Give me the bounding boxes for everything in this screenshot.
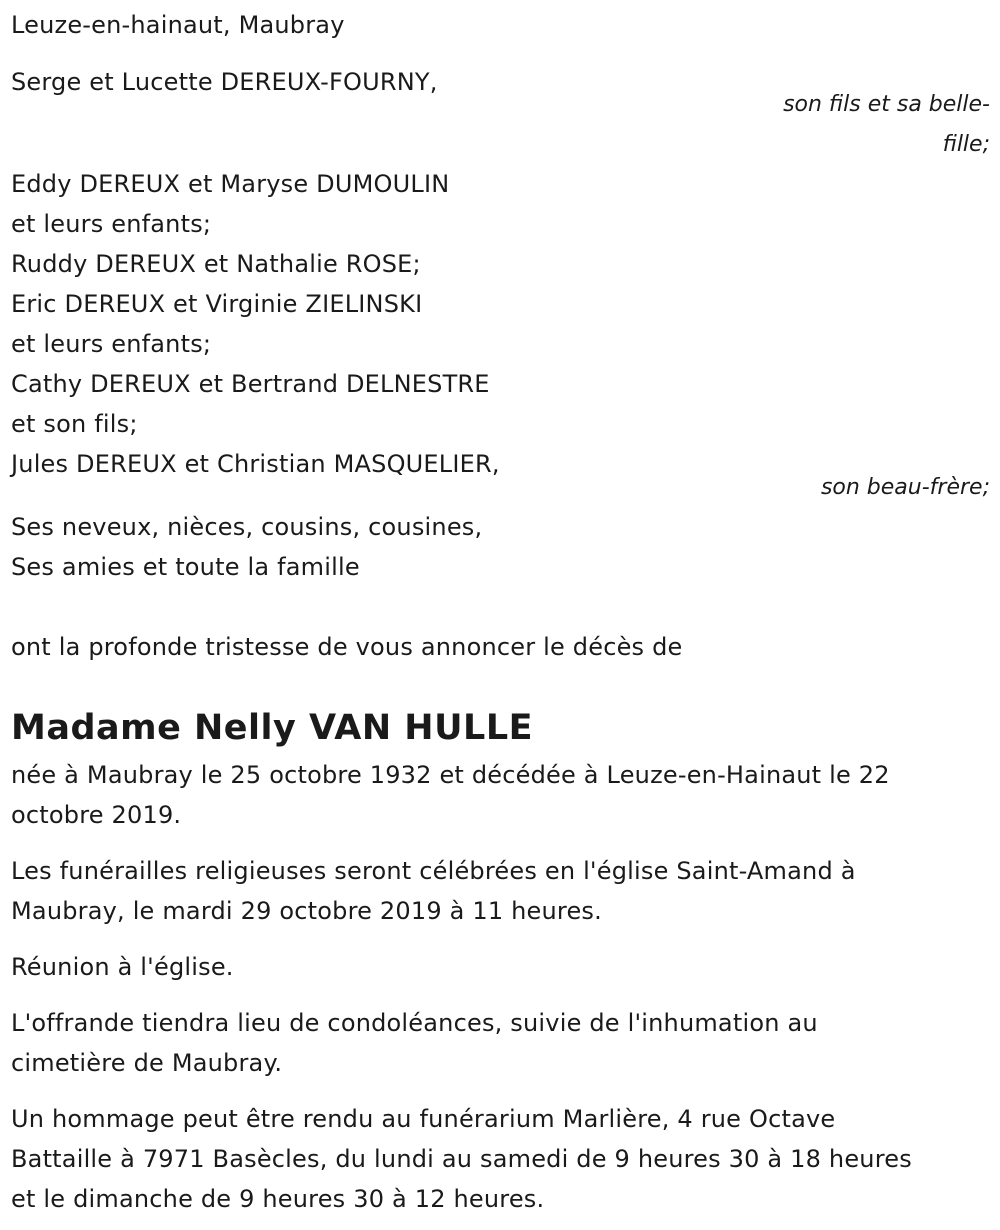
family-line: Eddy DEREUX et Maryse DUMOULIN bbox=[11, 170, 450, 198]
family-line: Jules DEREUX et Christian MASQUELIER, bbox=[11, 450, 500, 478]
relation-son-line2: fille; bbox=[942, 132, 990, 157]
relation-brother-in-law: son beau-frère; bbox=[820, 475, 990, 500]
family-others-line: Ses neveux, nièces, cousins, cousines, bbox=[11, 513, 483, 541]
announcement-line: ont la profonde tristesse de vous annoncer le décès de bbox=[11, 633, 683, 661]
birth-death-line: octobre 2019. bbox=[11, 801, 182, 829]
family-line: et leurs enfants; bbox=[11, 330, 212, 358]
birth-death-line: née à Maubray le 25 octobre 1932 et décédée à Leuze-en-Hainaut le 22 bbox=[11, 761, 890, 789]
family-line: Ruddy DEREUX et Nathalie ROSE; bbox=[11, 250, 421, 278]
deceased-name: Madame Nelly VAN HULLE bbox=[11, 708, 534, 748]
offering-line: L'offrande tiendra lieu de condoléances, suivie de l'inhumation au bbox=[11, 1009, 818, 1037]
family-first-line: Serge et Lucette DEREUX-FOURNY, bbox=[11, 68, 438, 96]
funeral-line: Les funérailles religieuses seront célébrées en l'église Saint-Amand à bbox=[11, 857, 856, 885]
family-line: Cathy DEREUX et Bertrand DELNESTRE bbox=[11, 370, 490, 398]
location-line: Leuze-en-hainaut, Maubray bbox=[11, 11, 345, 39]
offering-line: cimetière de Maubray. bbox=[11, 1049, 283, 1077]
tribute-line: Battaille à 7971 Basècles, du lundi au samedi de 9 heures 30 à 18 heures bbox=[11, 1145, 912, 1173]
relation-son-line1: son fils et sa belle- bbox=[783, 92, 990, 117]
family-line: et son fils; bbox=[11, 410, 138, 438]
meeting-line: Réunion à l'église. bbox=[11, 953, 234, 981]
family-others-line: Ses amies et toute la famille bbox=[11, 553, 360, 581]
family-line: et leurs enfants; bbox=[11, 210, 212, 238]
family-line: Eric DEREUX et Virginie ZIELINSKI bbox=[11, 290, 423, 318]
tribute-line: Un hommage peut être rendu au funérarium Marlière, 4 rue Octave bbox=[11, 1105, 836, 1133]
tribute-line: et le dimanche de 9 heures 30 à 12 heures. bbox=[11, 1185, 545, 1213]
funeral-line: Maubray, le mardi 29 octobre 2019 à 11 heures. bbox=[11, 897, 602, 925]
